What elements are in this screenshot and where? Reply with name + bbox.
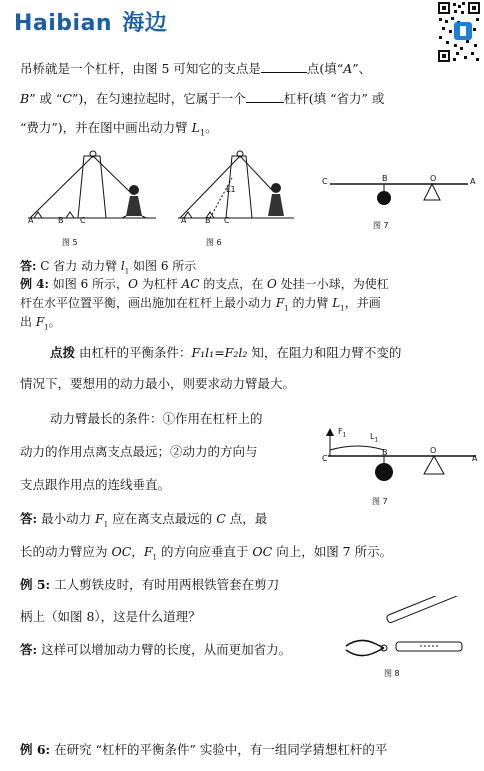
figure-6-drawbridge (176, 146, 296, 230)
fig7-top-label-o: O (430, 174, 437, 183)
qr-code-icon (436, 0, 482, 64)
fig8-caption: 图 8 (384, 669, 400, 678)
example-5-line2: 柄上（如图 8），这是什么道理？ (20, 609, 201, 624)
q1-line1: 吊桥就是一个杠杆，由图 5 可知它的支点是 点(填“A”、 (20, 61, 372, 76)
fig7-top-label-b: B (382, 174, 388, 183)
fig6-label-l1: L1 (226, 185, 236, 194)
fig7-bottom-label-l1: $L_1$ (370, 432, 379, 444)
tip-line5: 支点跟作用点的连线垂直。 (20, 477, 171, 492)
tip-line4: 动力的作用点离支点最远；②动力的方向与 (20, 444, 258, 459)
answer-1: 答: C 省力 动力臂 $l_1$ 如图 6 所示 (20, 259, 197, 276)
logo-text-cn: 海边 (122, 11, 168, 36)
fig5-label-a: A (28, 216, 34, 225)
fig7-bottom-label-a: A (472, 454, 478, 463)
logo-text-en: Haibian (14, 11, 113, 36)
fig6-label-c: C (224, 216, 230, 225)
fig7-top-label-c: C (322, 177, 328, 186)
fig6-label-a: A (181, 216, 187, 225)
figure-5-drawbridge (26, 146, 158, 230)
tip-line3: 动力臂最长的条件：①作用在杠杆上的 (50, 411, 263, 426)
answer-blank-1 (261, 62, 307, 73)
fig5-caption: 图 5 (62, 238, 78, 247)
figure-7-lever-top (320, 168, 470, 218)
fig5-label-b: B (58, 216, 64, 225)
fig6-label-b: B (205, 216, 211, 225)
answer-blank-2 (246, 92, 284, 103)
tip-line2: 情况下，要想用的动力最小，则要求动力臂最大。 (20, 376, 296, 391)
example-5-line1: 例 5: 工人剪铁皮时，有时用两根铁管套在剪刀 (20, 577, 280, 592)
answer-3: 答: 这样可以增加动力臂的长度，从而更加省力。 (20, 642, 292, 657)
example-4-line1: 例 4: 如图 6 所示，O 为杠杆 AC 的支点，在 O 处挂一小球，为使杠 (20, 277, 389, 291)
answer-2-line2: 长的动力臂应为 OC，$F_1$ 的方向应垂直于 OC 向上，如图 7 所示。 (20, 544, 393, 562)
fig7-bottom-label-b: B (382, 448, 388, 457)
q1-line3: “费力”)，并在图中画出动力臂 $L_1$。 (20, 120, 218, 138)
answer-2-line1: 答: 最小动力 $F_1$ 应在离支点最远的 C 点，最 (20, 511, 268, 529)
fig7-bottom-label-f1: $F_1$ (338, 427, 347, 439)
fig7-top-caption: 图 7 (373, 221, 389, 230)
tip-line1: 点拨 由杠杆的平衡条件：F₁l₁=F₂l₂ 知，在阻力和阻力臂不变的 (50, 345, 402, 360)
fig7-top-label-a: A (470, 177, 476, 186)
site-logo (14, 6, 167, 37)
fig7-bottom-caption: 图 7 (372, 497, 388, 506)
example-4-line2: 杆在水平位置平衡，画出施加在杠杆上最小动力 $F_1$ 的力臂 $L_1$，并画 (20, 296, 381, 313)
example-4-line3: 出 $F_1$。 (20, 315, 61, 332)
example-6: 例 6: 在研究 “杠杆的平衡条件” 实验中，有一组同学猜想杠杆的平 (20, 742, 388, 757)
fig6-caption: 图 6 (206, 238, 222, 247)
fig5-label-c: C (80, 216, 86, 225)
figure-8-scissors (340, 596, 468, 668)
fig7-bottom-label-c: C (322, 454, 328, 463)
q1-line2: B” 或 “C”)，在匀速拉起时，它属于一个 杠杆(填 “省力” 或 (20, 91, 385, 106)
fig7-bottom-label-o: O (430, 446, 437, 455)
